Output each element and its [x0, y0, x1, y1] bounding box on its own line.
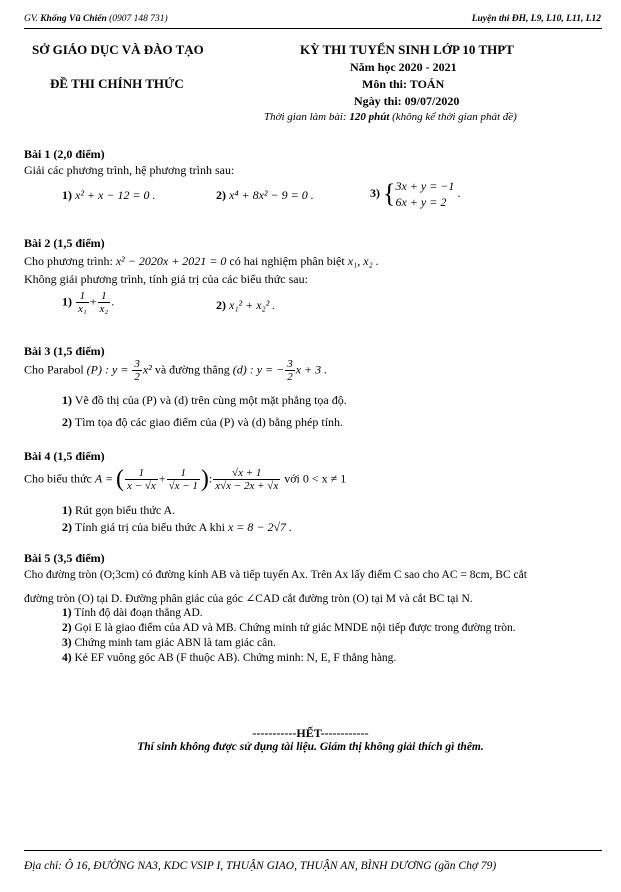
bai4-expr: Cho biểu thức A = ( $\frac{1}{x - √x}$ + $\frac{1}{√x - 1}$ ): $\frac{√x + 1}{x√x - 2x + √x}$ với 0 < x ≠ 1: [24, 466, 347, 492]
bai1-p3: 3) { 3x + y = −1 6x + y = 2 .: [370, 179, 461, 209]
bai4-title: Bài 4 (1,5 điểm): [24, 449, 105, 463]
exam-date: Ngày thi: 09/07/2020: [354, 94, 460, 108]
header-rule: [24, 28, 602, 29]
bai2-p1: 1) $\frac{1}{\text{x₁}}$ + $\frac{1}{\text{x₂}}$ .: [62, 290, 115, 315]
bai3-title: Bài 3 (1,5 điểm): [24, 344, 105, 358]
header-teacher: GV. Khổng Vũ Chiến (0907 148 731): [24, 14, 168, 24]
bai3-q1: 1) Vẽ đồ thị của (P) và (d) trên cùng một mặt phẳng tọa độ.: [62, 393, 347, 407]
header-course: Luyện thi ĐH, L9, L10, L11, L12: [471, 14, 601, 24]
bai2-line2: Không giải phương trình, tính giá trị của các biểu thức sau:: [24, 272, 308, 286]
bai3-intro: Cho Parabol (P) : y = $\frac{3}{2}$ x² và đường thẳng (d) : y = − $\frac{3}{2}$ x + 3 .: [24, 358, 328, 383]
exam-time: Thời gian làm bài: 120 phút (không kể thời gian phát đề): [264, 111, 517, 123]
bai1-intro: Giải các phương trình, hệ phương trình sau:: [24, 163, 235, 177]
bai2-line1: Cho phương trình: x² − 2020x + 2021 = 0 có hai nghiệm phân biệt x₁, x₂ .: [24, 254, 379, 268]
bai4-q2: 2) Tính giá trị của biểu thức A khi x = 8 − 2√7 .: [62, 520, 293, 534]
bai5-title: Bài 5 (3,5 điểm): [24, 551, 105, 565]
exam-title: KỲ THI TUYỂN SINH LỚP 10 THPT: [300, 42, 514, 57]
bai2-title: Bài 2 (1,5 điểm): [24, 236, 105, 250]
bai3-q2: 2) Tìm tọa độ các giao điểm của (P) và (d) bằng phép tính.: [62, 415, 344, 429]
bai1-p2: 2) x⁴ + 8x² − 9 = 0 .: [216, 188, 314, 202]
bai5-q1: 1) Tính độ dài đoạn thẳng AD.: [62, 607, 203, 619]
footer-note: Thí sinh không được sử dụng tài liệu. Giám thị không giải thích gì thêm.: [137, 741, 484, 753]
bai5-line2: đường tròn (O) tại D. Đường phân giác của góc ∠CAD cắt đường tròn (O) tại M và cắt BC tại N.: [24, 593, 473, 605]
bai4-q1: 1) Rút gọn biểu thức A.: [62, 503, 176, 517]
bai5-q2: 2) Gọi E là giao điểm của AD và MB. Chứng minh tứ giác MNDE nội tiếp được trong đường tròn.: [62, 622, 516, 634]
end-marker: -----------HẾT------------: [252, 726, 369, 740]
footer-rule: [24, 850, 602, 851]
bai5-line1: Cho đường tròn (O;3cm) có đường kính AB và tiếp tuyến Ax. Trên Ax lấy điểm C sao cho AC = 8cm, BC cắt: [24, 569, 527, 581]
bai1-title: Bài 1 (2,0 điểm): [24, 147, 105, 161]
bai5-q3: 3) Chứng minh tam giác ABN là tam giác cân.: [62, 637, 276, 649]
exam-subject: Môn thi: TOÁN: [362, 77, 445, 91]
official-label: ĐỀ THI CHÍNH THỨC: [50, 76, 184, 91]
footer-address: Địa chỉ: Ô 16, ĐƯỜNG NA3, KDC VSIP I, THUẬN GIAO, THUẬN AN, BÌNH DƯƠNG (gần Chợ 79): [24, 860, 497, 872]
exam-year: Năm học 2020 - 2021: [350, 60, 457, 74]
bai5-q4: 4) Kẻ EF vuông góc AB (F thuộc AB). Chứng minh: N, E, F thẳng hàng.: [62, 652, 397, 664]
bai2-p2: 2) x₁² + x₂² .: [216, 298, 276, 312]
department: SỞ GIÁO DỤC VÀ ĐÀO TẠO: [32, 42, 204, 57]
system-brace-icon: {: [383, 179, 396, 208]
bai1-p1: 1) x² + x − 12 = 0 .: [62, 188, 156, 202]
